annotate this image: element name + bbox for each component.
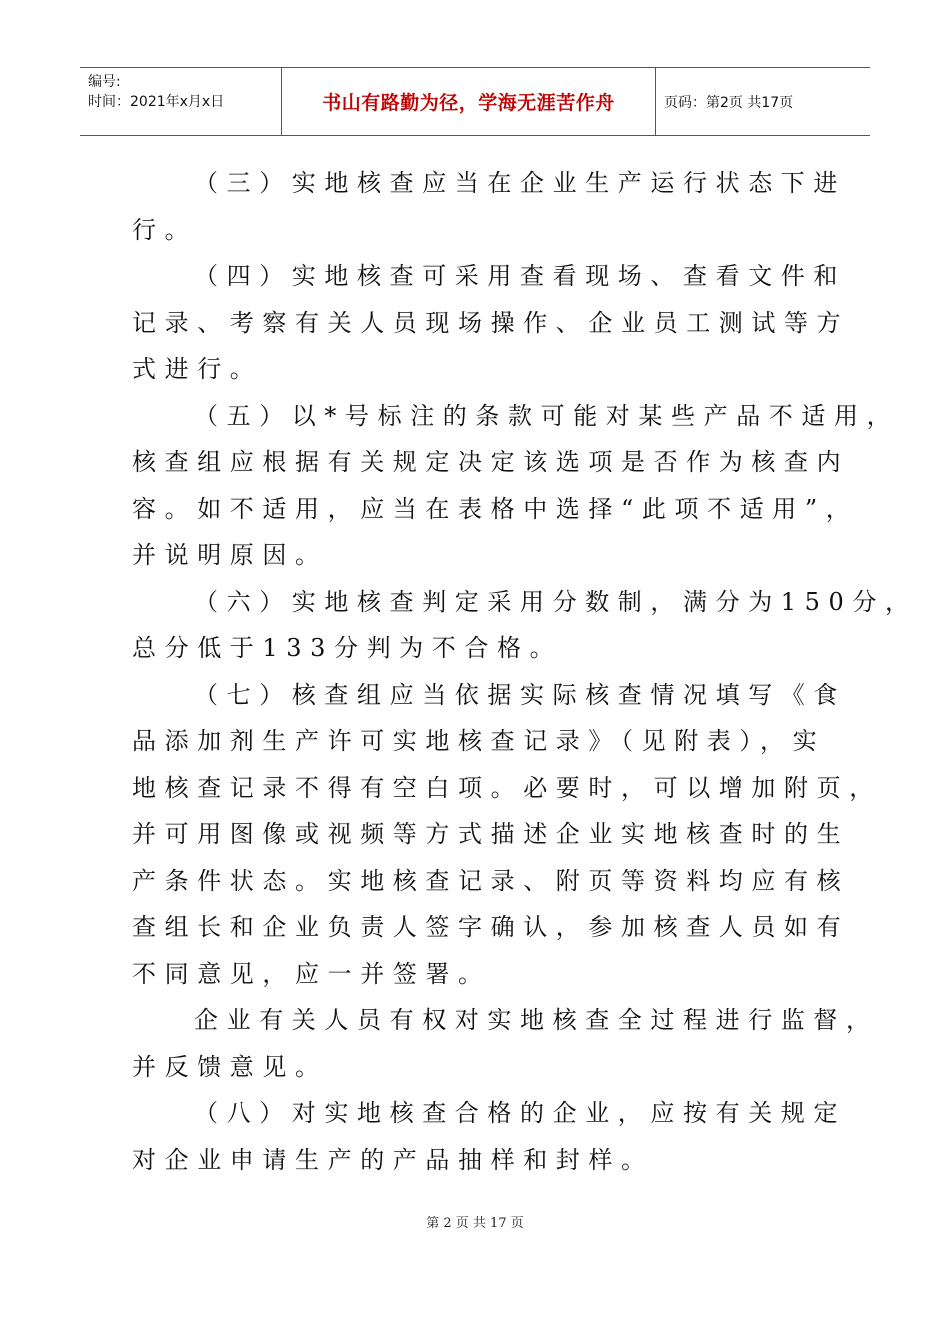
- header-page-info: 页码：第2页 共17页: [664, 94, 794, 111]
- paragraph-5: [132, 393, 900, 579]
- text-line: 总分低于133分判为不合格。: [132, 634, 563, 662]
- text-line: （八）对实地核查合格的企业，应按有关规定: [194, 1099, 846, 1127]
- page-footer: 第 2 页 共 17 页: [426, 1216, 524, 1231]
- paragraph-6: [132, 579, 918, 672]
- text-line: （五）以*号标注的条款可能对某些产品不适用，: [194, 401, 900, 430]
- text-line: 地核查记录不得有空白项。必要时，可以增加附页，: [132, 773, 882, 802]
- paragraph-7: [132, 672, 882, 998]
- date-label: 时间：2021年x月x日: [88, 94, 225, 110]
- page-header: [80, 67, 870, 136]
- text-line: （六）实地核查判定采用分数制，满分为150分，: [194, 587, 918, 616]
- paragraph-4: [132, 253, 850, 393]
- text-line: （三）实地核查应当在企业生产运行状态下进: [194, 169, 846, 197]
- text-line: 品添加剂生产许可实地核查记录》（见附表），实: [132, 727, 826, 755]
- text-line: 并反馈意见。: [132, 1052, 328, 1081]
- serial-label: 编号:: [88, 74, 121, 90]
- header-meta: [80, 68, 282, 135]
- text-line: 式进行。: [132, 355, 263, 383]
- text-line: （七）核查组应当依据实际核查情况填写《食: [194, 680, 846, 709]
- text-line: 并说明原因。: [132, 541, 328, 569]
- text-line: 核查组应根据有关规定决定该选项是否作为核查内: [132, 448, 850, 476]
- text-line: 查组长和企业负责人签字确认，参加核查人员如有: [132, 913, 850, 941]
- text-line: 记录、考察有关人员现场操作、企业员工测试等方: [132, 308, 850, 337]
- text-line: 不同意见，应一并签署。: [132, 959, 491, 988]
- header-motto: 书山有路勤为径，学海无涯苦作舟: [282, 68, 656, 135]
- paragraph-3: [132, 160, 846, 253]
- paragraph-8: [132, 1090, 846, 1183]
- text-line: 并可用图像或视频等方式描述企业实地核查时的生: [132, 820, 850, 848]
- text-line: 产条件状态。实地核查记录、附页等资料均应有核: [132, 866, 850, 895]
- paragraph-supervision: [132, 997, 879, 1090]
- text-line: 行。: [132, 215, 198, 244]
- text-line: 企业有关人员有权对实地核查全过程进行监督，: [194, 1006, 879, 1034]
- document-body: [132, 160, 918, 1183]
- text-line: （四）实地核查可采用查看现场、查看文件和: [194, 262, 846, 290]
- text-line: 容。如不适用，应当在表格中选择“此项不适用”，: [132, 494, 859, 523]
- text-line: 对企业申请生产的产品抽样和封样。: [132, 1145, 654, 1174]
